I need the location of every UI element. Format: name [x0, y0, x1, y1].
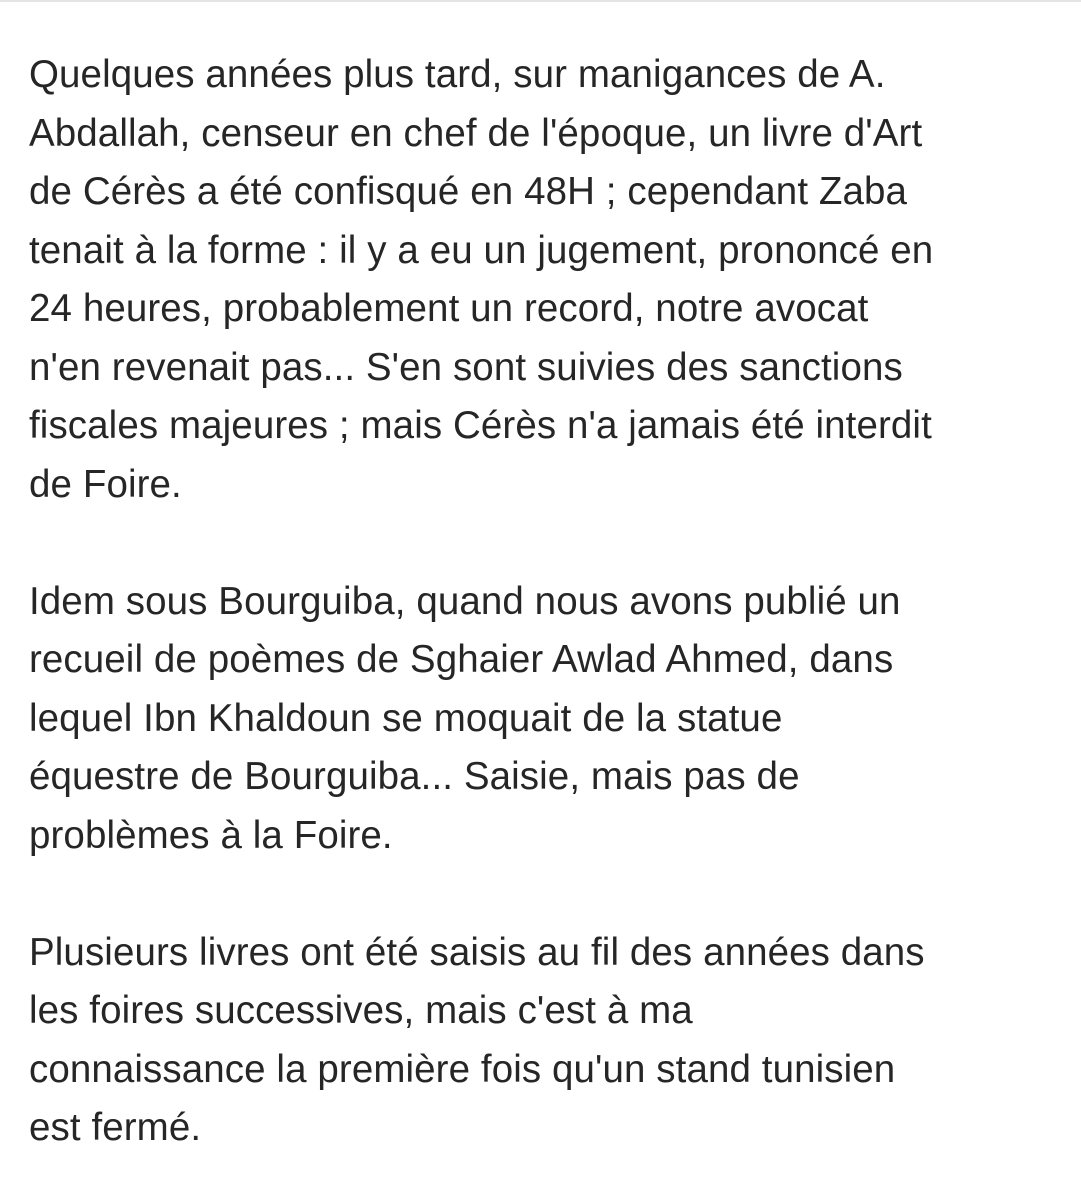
text-line: recueil de poèmes de Sghaier Awlad Ahmed, dans [29, 638, 894, 681]
text-line: problèmes à la Foire. [29, 813, 393, 857]
text-line: tenait à la forme : il y a eu un jugement, prononcé en [29, 228, 934, 272]
post-text [29, 46, 1069, 1158]
text-line: Idem sous Bourguiba, quand nous avons publié un [29, 579, 901, 623]
paragraph-1 [29, 46, 1069, 514]
paragraph-3 [29, 924, 1069, 1158]
text-line: est fermé. [29, 1106, 202, 1149]
text-line: de Foire. [29, 462, 182, 506]
text-line: les foires successives, mais c'est à ma [29, 989, 693, 1032]
text-line: de Cérès a été confisqué en 48H ; cependant Zaba [29, 170, 908, 213]
text-line: 24 heures, probablement un record, notre avocat [29, 287, 869, 330]
top-divider [0, 0, 1081, 2]
text-line: connaissance la première fois qu'un stand tunisien [29, 1047, 896, 1091]
text-line: équestre de Bourguiba... Saisie, mais pas de [29, 755, 800, 798]
text-line: lequel Ibn Khaldoun se moquait de la statue [29, 696, 783, 740]
text-line: fiscales majeures ; mais Cérès n'a jamais été interdit [29, 404, 932, 447]
paragraph-2 [29, 573, 1069, 866]
text-line: Quelques années plus tard, sur manigances de A. [29, 53, 886, 96]
text-line: n'en revenait pas... S'en sont suivies des sanctions [29, 345, 903, 389]
text-line: Plusieurs livres ont été saisis au fil des années dans [29, 930, 925, 974]
text-line: Abdallah, censeur en chef de l'époque, un livre d'Art [29, 111, 923, 155]
